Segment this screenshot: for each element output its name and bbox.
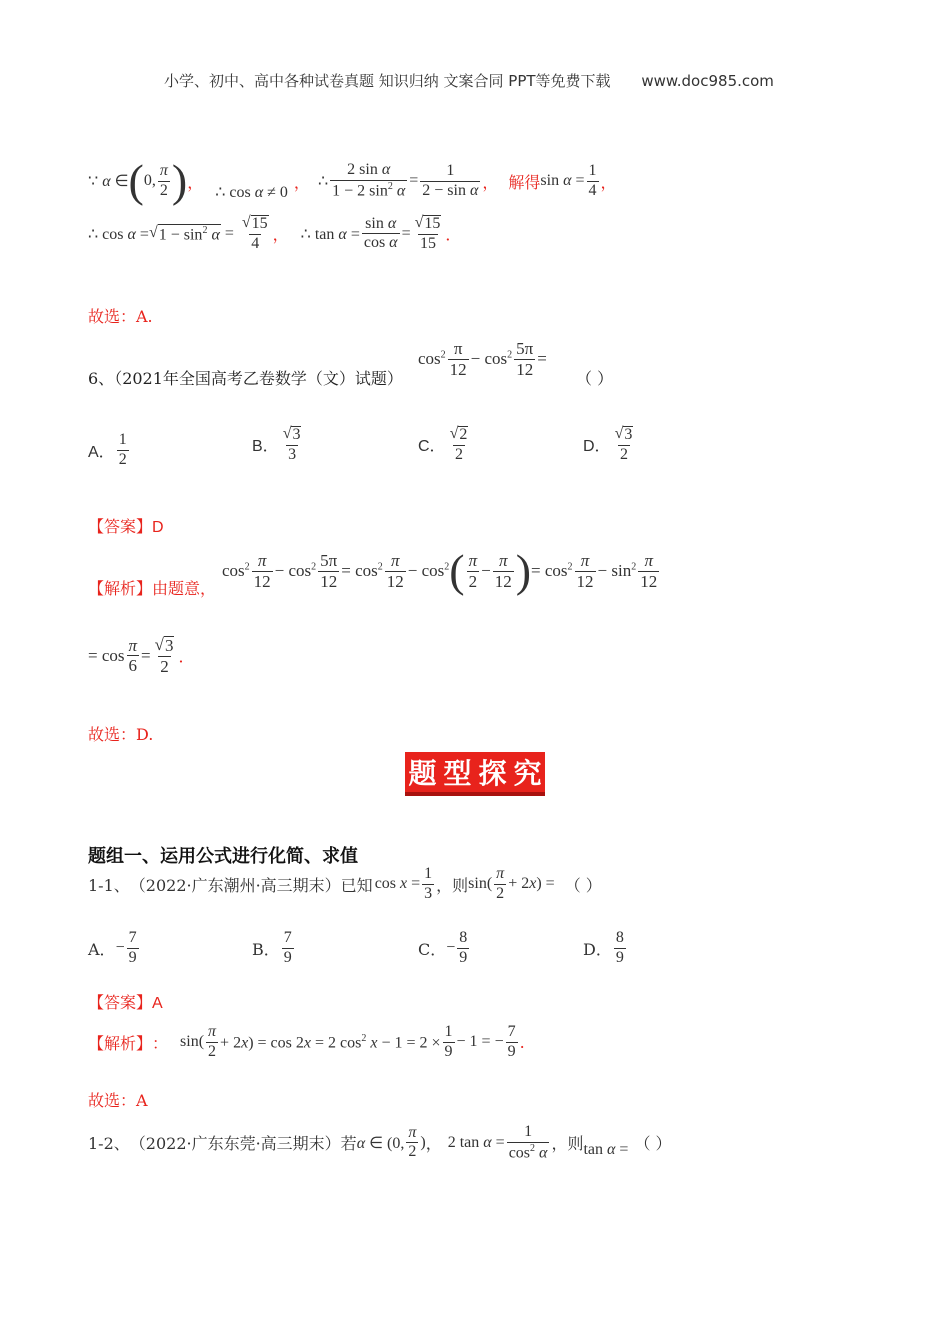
banner-char: 探	[475, 752, 510, 796]
q6-option-a[interactable]: A． 1 2	[88, 431, 127, 468]
banner-char: 究	[510, 752, 545, 796]
banner-char: 型	[440, 752, 475, 796]
q6-analysis-label: 【解析】由题意，	[88, 579, 217, 598]
page-header	[164, 70, 774, 91]
q6-option-c[interactable]: C． √ 2 2	[418, 425, 468, 463]
q6-analysis-result: = cos $\frac{\pi}{6}$ = √ 3 2 ．	[88, 635, 195, 676]
q1-1-option-d[interactable]: D． 8 9	[583, 929, 624, 966]
prev-step-line-1: ∵ α ∈ ( 0, π 2 ) ， ∴ cos α ≠ 0 ， ∴ $\frac{\text{2 sin α}}{1 - 2 \sin^2 \alpha}$ = $\frac{1}{\text{2 − sin α}}$ ， 解得 sin α = $\frac{1}{4}$ ，	[88, 155, 617, 206]
q6-answer: 【答案】D	[88, 517, 164, 536]
q6-expression: $\cos^2$ π 12 − $\cos^2$ $\frac{5\pi}{12}$ =	[418, 339, 547, 379]
q1-1-analysis: 【解析】 ： sin( π 2 + 2x) = cos 2x = 2 $\cos^2 x - 1 = 2$ × $\frac{1}{9}$ − 1 = − $\frac{7}{9}$ .	[88, 1023, 525, 1060]
q6-option-b[interactable]: B． √ 3 3	[252, 425, 301, 463]
prev-answer: 故选：A.	[88, 307, 153, 326]
banner-char: 题	[405, 752, 440, 796]
q1-1-option-c[interactable]: C． − $\frac{8}{9}$	[418, 929, 468, 966]
q1-1-answer: 【答案】A	[88, 993, 163, 1012]
q6-analysis-expression: $\cos^2$ π 12 − $\cos^2$ $\frac{5\pi}{12}$ = $\cos^2$ π 12 − $\cos^2$ ( π 2 − $\frac{\pi}{12}$ ) = $\cos^2$ π 12 − $\sin^2$ π 12	[222, 545, 658, 596]
q1-1-final-answer: 故选：A	[88, 1091, 148, 1110]
q6-option-d[interactable]: D． √ 3 2	[583, 425, 633, 463]
q1-1-option-a[interactable]: A． − $\frac{7}{9}$	[88, 929, 137, 966]
q6-final-answer: 故选：D.	[88, 725, 154, 744]
prev-step-line-2: ∴ cos α = √ $1 - \sin^2 \alpha$ = √ 15 4 ， ∴ tan α = $\frac{\text{sin α}}{\text{cos α}}$ = √ 15 15 ．	[88, 214, 462, 252]
q1-1-option-b[interactable]: B． 7 9	[252, 929, 292, 966]
q1-1-stem: 1-1、 （2022·广东潮州·高三期末）已知 cos x = $\frac{1}{3}$ ，则 sin( π 2 + 2x) = （ ）	[88, 865, 602, 902]
group-title: 题组一、运用公式进行化简、求值	[88, 846, 358, 867]
section-banner	[405, 752, 545, 796]
q6-blank: （ ）	[576, 369, 614, 388]
q6-stem: 6、（2021年全国高考乙卷数学（文）试题）	[88, 369, 403, 388]
q1-2-stem: 1-2、 （2022·广东东莞·高三期末）若 α ∈ (0, π 2 ) ， 2 tan α = $\frac{1}{\cos^2 \alpha}$ ，则 tan α = （ ）	[88, 1123, 672, 1162]
header-text: 小学、初中、高中各种试卷真题 知识归纳 文案合同 PPT等免费下载	[164, 72, 611, 90]
header-site-link[interactable]: www.doc985.com	[641, 72, 774, 90]
